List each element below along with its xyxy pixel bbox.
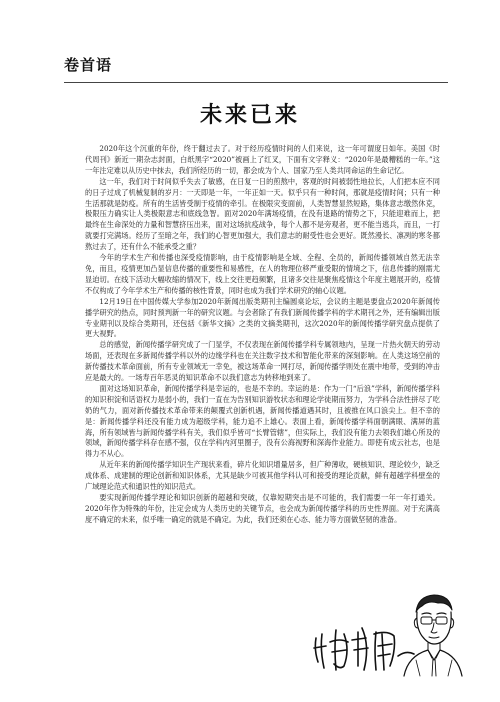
- paragraph-2: 这一年，我们对于时间似乎失去了敏感，在日复一日的煎熬中，客观的时间被弱性地拉长，人们把本应不同的日子过成了机械复制的岁月：一天即是一年，一年正如一天。似乎只有一种时间，那就是疫情时间；只有一种生活那就是防疫。所有的生活皆受制于疫情的牵引。在极限灾变面前，人类智慧显然短路，集体意志缴然休克，极限压力确实让人类极限意志和底线急智。面对2020年满场疫情，在没有退路的情势之下，只能迎难而上，把最终在生命深处的力量和智慧挤压出来，面对这场抗疫战争，每个人都不是旁观者，更不能当逃兵，而且，一打就要打完满场。经历了至暗之年，我们的心智更加强大，我们意志的耐受性也会更好。既然漫长、凛冽的寒冬都熬过去了，还有什么不能承受之重？: [85, 176, 440, 252]
- header-rule: [64, 82, 448, 83]
- author-portrait: [402, 590, 464, 678]
- paragraph-4: 12月19日在中国传媒大学参加2020年新闻出版类期刊主编圆桌论坛，会议的主题是要盘点2020年新闻传播学研究的热点，同时预判新一年的研究议题。与会者除了有我们新闻传播学科的学术期刊之外，还有编辑出版专业期刊以及综合类期刊，还包括《新华文摘》之类的文摘类期刊，这次2020年的新闻传播学研究盘点提供了更大视野。: [85, 296, 440, 339]
- paragraph-7: 从近年来的新闻传播学知识生产现状来看，碎片化知识增量居多，但广种薄收，硬核知识、理论较少，缺乏成体系、成建制的理论创新和知识体系，尤其是缺少可被其他学科认可和接受的理论贡献，鲜有超越学科壁垒的广域理论范式和通识性的知识范式。: [85, 460, 440, 492]
- article-body: [85, 144, 440, 526]
- paragraph-5: 总的感觉，新闻传播学研究成了一门显学，不仅表现在新闻传播学科专属领地内，呈现一片热火朝天的劳动场面，还表现在多新闻传播学科以外的边缘学科也在关注数字技术和智能化带来的深刻影响。在人类这场空前的新传播技术革命面前，所有专业领域无一幸免，被这场革命一网打尽，新闻传播学则处在震中地带，受到的冲击应是最大的。一场寿百年恶灵的知识革命不以我们意志为转移地到来了。: [85, 340, 440, 383]
- article-title: 未来已来: [199, 103, 300, 128]
- paragraph-8: 要实现新闻传播学理论和知识创新的超越和突破，仅靠短期突击是不可能的，我们需要一年一年打通关。2020年作为特殊的年份，注定会成为人类历史的关键节点，也会成为新闻传播学科的历史性界面。对于充满高度不确定的未来，似乎唯一确定的就是不确定。为此，我们还须在心态、能力等方面做坚韧的准备。: [85, 493, 440, 524]
- paragraph-6: 面对这场知识革命，新闻传播学科是幸运的，也是不幸的。幸运的是：作为一门“后浪”学科，新闻传播学科的知识积淀和话语权力是弱小的，我们一直在为告别知识游牧状态和理论学徒期而努力，为学科合法性拼尽了吃奶的气力，面对新传播技术革命带来的颠覆式创新机遇，新闻传播道遇其时，且被推在风口浪尖上。但不幸的是：新闻传播学科还没有能力成为超级学科，能力追不上雄心。表面上看，新闻传播学科面朝满眼、满屏的蓝海，所有领域皆与新闻传播学科有关，我们似乎皆可“长臂管辖”，但实际上，我们没有能力去领我们雄心所及的领域，新闻传播学科存在感不强，仅在学科内河里圈子，没有公海视野和深海作业能力。即使有成云社志，也是得力不从心。: [85, 383, 440, 459]
- section-label: 卷首语: [64, 56, 113, 74]
- paragraph-1: 2020年这个沉重的年份，终于翻过去了。对于经历疫情时间的人们来说，这一年可谓度日如年。美国《时代周刊》新近一期杂志封面，白纸黑字“2020”被画上了红叉，下面有文字释义：“2020年是最糟糕的一年。”这一年注定难以从历史中抹去，我们所经历的一切，都会成为个人、国家乃至人类共同命运的生命记忆。: [85, 144, 440, 175]
- paragraph-3: 今年的学术生产和传播也深受疫情影响，由于疫情影响是全域、全程、全员的，新闻传播领域自然无法幸免，而且，疫情更加凸显信息传播的重要性和易感性，在人的物理位移严重受限的情境之下，信息传播的刚需尤显迫切。在线下活动大幅收缩的情况下，线上交往更趋频繁，且诸多交往是聚焦疫情这个年度主题展开的，疫情不仅构成了今年学术生产和传播的核性背景，同时也成为我们学术研究的轴心议题。: [85, 253, 440, 295]
